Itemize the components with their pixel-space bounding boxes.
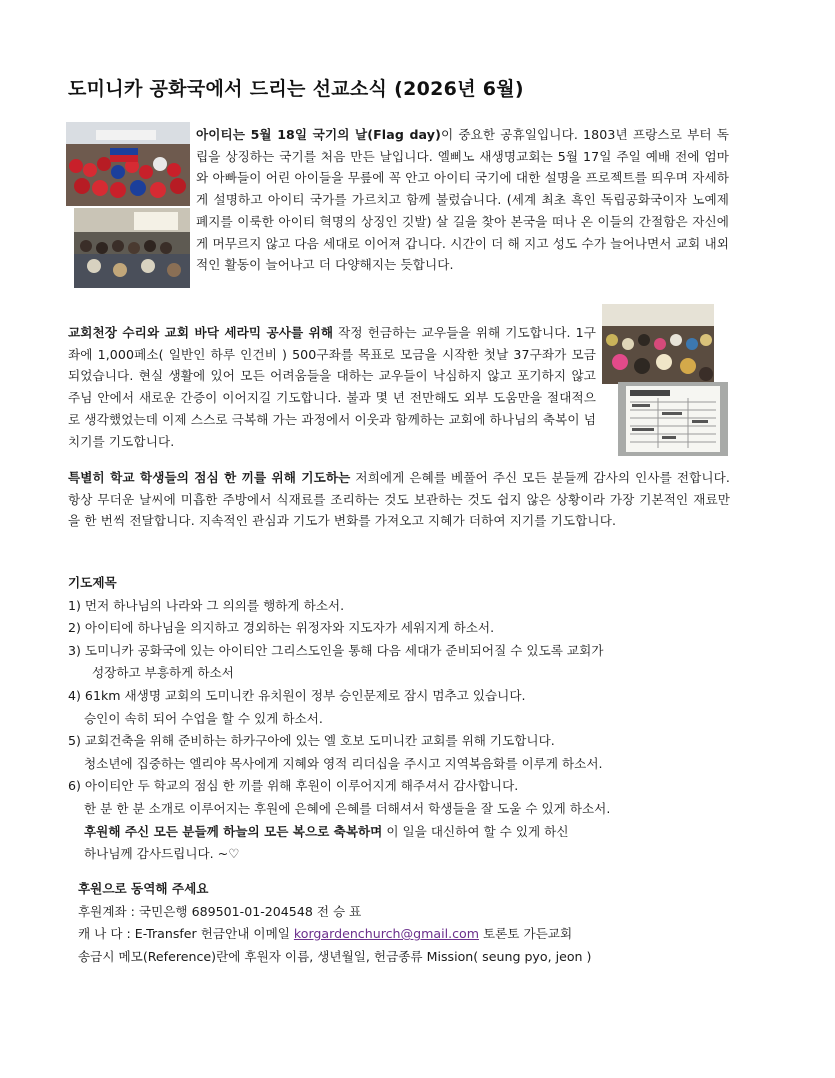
support-info	[78, 878, 758, 968]
ceiling-repair-paragraph	[68, 322, 596, 452]
email-link[interactable]: korgardenchurch@gmail.com	[293, 926, 479, 942]
prayer-item-6-cont: 한 분 한 분 소개로 이루어지는 후원에 은혜에 은혜를 더해셔서 학생들을 잘 도울 수 있게 하소서.	[84, 800, 611, 816]
ceiling-repair-text: 작정 헌금하는 교우들을 위해 기도합니다. 1구좌에 1,000페소( 일반인 하루 인건비 ) 500구좌를 목표로 모금을 시작한 첫날 37구좌가 모금 되었습니다. 현실 생활에 있어 모든 어려움들을 대하는 교우들이 낙심하지 않고 포기하지 않고 주님 안에서 새로운 간증이 이어지길 기도합니다. 불과 몇 년 전만해도 외부 도움만을 절대적으로 생각했었는데 이제 스스로 극복해 가는 과정에서 이웃과 함께하는 교회에 하나님의 축복이 넘치기를 기도합니다.	[68, 325, 596, 449]
support-memo: 송금시 메모(Reference)란에 후원자 이름, 생년월일, 헌금종류 Mission( seung pyo, jeon )	[78, 948, 592, 964]
support-account: 후원계좌 : 국민은행 689501-01-204548 전 승 표	[78, 903, 362, 919]
school-lunch-paragraph	[68, 467, 730, 532]
prayer-item-5-cont: 청소년에 집중하는 엘리야 목사에게 지혜와 영적 리더십을 주시고 지역복음화를 이루게 하소서.	[84, 755, 603, 771]
prayer-thanks-line	[68, 821, 758, 844]
prayer-item-6: 6) 아이티안 두 학교의 점심 한 끼를 위해 후원이 이루어지게 해주셔서 감사합니다.	[68, 778, 519, 794]
congregation-photo	[74, 208, 190, 288]
school-lunch-highlight: 특별히 학교 학생들의 점심 한 끼를 위해 기도하는	[68, 470, 351, 485]
church-floor-photo	[602, 304, 714, 384]
prayer-item-4: 4) 61km 새생명 교회의 도미니칸 유치원이 정부 승인문제로 잠시 멈추고 있습니다.	[68, 687, 526, 703]
prayer-item-3: 3) 도미니카 공화국에 있는 아이티안 그리스도인을 통해 다음 세대가 준비되어질 수 있도록 교회가	[68, 642, 604, 658]
prayer-heading: 기도제목	[68, 575, 117, 590]
prayer-topics	[68, 572, 758, 866]
support-canada	[78, 923, 758, 946]
school-lunch-text: 저희에게 은혜를 베풀어 주신 모든 분들께 감사의 인사를 전합니다. 항상 무더운 날씨에 미흡한 주방에서 식재료를 조리하는 것도 보관하는 것도 쉽지 않은 상황이라 가장 기본적인 재료만을 한 번씩 전달합니다. 지속적인 관심과 기도가 변화를 가져오고 지혜가 더하여 지기를 기도합니다.	[68, 470, 731, 529]
prayer-item-1: 1) 먼저 하나님의 나라와 그 의의를 행하게 하소서.	[68, 597, 345, 613]
support-heading: 후원으로 동역해 주세요	[78, 881, 209, 896]
page-title: 도미니카 공화국에서 드리는 선교소식 (2026년 6월)	[68, 78, 524, 100]
canada-prefix: 캐 나 다 : E-Transfer 헌금안내 이메일	[78, 926, 294, 942]
canada-suffix: 토론토 가든교회	[478, 926, 573, 942]
ceiling-repair-highlight: 교회천장 수리와 교회 바닥 세라믹 공사를 위해	[68, 325, 334, 340]
prayer-item-4-cont: 승인이 속히 되어 수업을 할 수 있게 하소서.	[84, 710, 323, 726]
prayer-item-3-cont: 성장하고 부흥하게 하소서	[92, 665, 234, 681]
prayer-item-2: 2) 아이티에 하나님을 의지하고 경외하는 위정자와 지도자가 세워지게 하소서.	[68, 620, 495, 636]
prayer-thanks-text: 이 일을 대신하여 할 수 있게 하신	[382, 823, 569, 839]
flag-day-paragraph	[196, 124, 729, 276]
flag-day-highlight: 아이티는 5월 18일 국기의 날(Flag day)	[196, 127, 441, 142]
flag-day-photo	[66, 122, 190, 206]
prayer-thanks-bold: 후원해 주신 모든 분들께 하늘의 모든 복으로 축복하며	[84, 823, 383, 839]
pledge-sheet-photo	[618, 382, 728, 456]
prayer-item-5: 5) 교회건축을 위해 준비하는 하카구아에 있는 엘 호보 도미니칸 교회를 위해 기도합니다.	[68, 733, 555, 749]
prayer-closing: 하나님께 감사드립니다. ~♡	[84, 846, 240, 862]
flag-day-text: 이 중요한 공휴일입니다. 1803년 프랑스로 부터 독립을 상징하는 국기를 처음 만든 날입니다. 엘삐노 새생명교회는 5월 17일 주일 예배 전에 엄마와 아빠들이 어린 아이들을 무릎에 꼭 안고 아이티 국기에 대한 설명을 프로젝트를 띄우며 자세하게 설명하고 아이티 국가를 가르치고 함께 불렀습니다. (세계 최초 흑인 독립공화국이자 노예제 폐지를 이룩한 아이티 혁명의 상징인 깃발) 살 길을 찾아 본국을 떠나 온 이들의 간절함은 자신에게 머무르지 않고 다음 세대로 이어져 갑니다. 시간이 더 해 지고 성도 수가 늘어나면서 교회 내외적인 활동이 늘어나고 더 다양해지는 듯합니다.	[196, 127, 729, 273]
